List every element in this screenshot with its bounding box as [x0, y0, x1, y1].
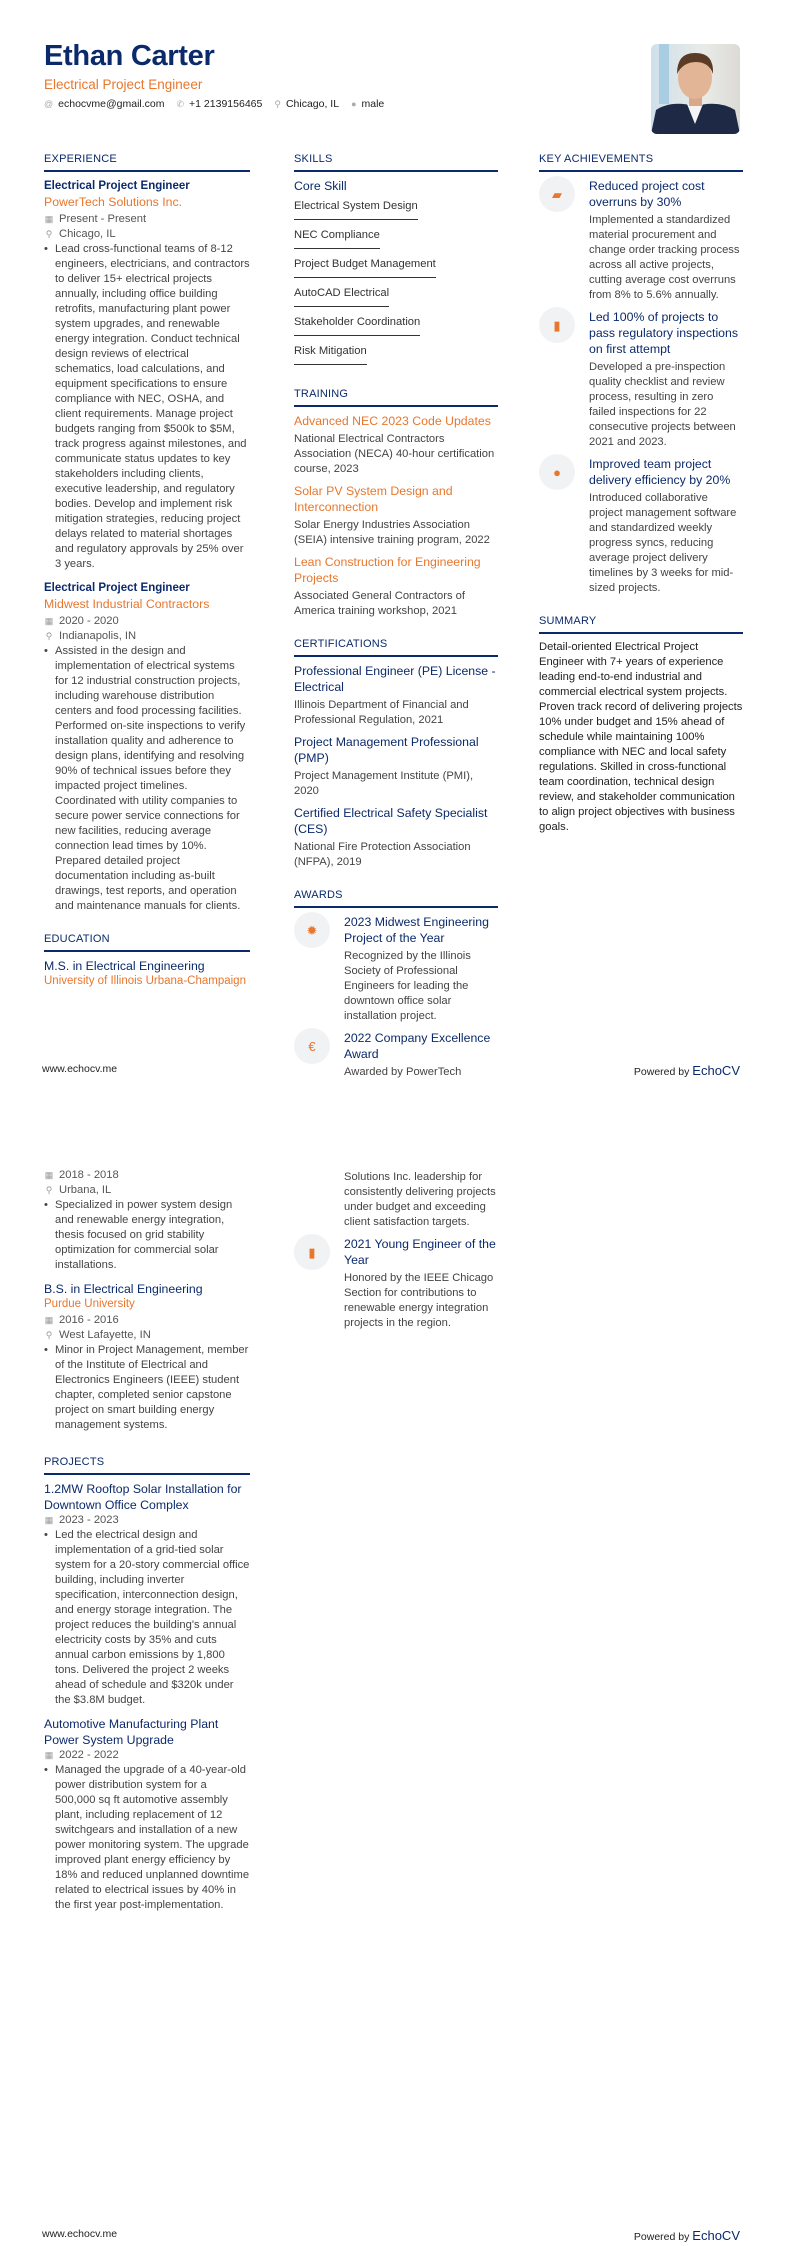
location-icon: ⚲: [274, 98, 281, 109]
bullet: Led the electrical design and implementation of a grid-tied solar system for a 20-story commercial office building, including inverter specification, interconnection design, and energy storage integration. The project reduces the building's annual electricity costs by 35% and cuts annual carbon emissions by 1,800 tons. Delivered the project 2 weeks ahead of schedule and $320k under the $3.8M budget.: [55, 1529, 250, 1706]
skill-group: Core Skill: [294, 179, 347, 193]
training-title: Advanced NEC 2023 Code Updates: [294, 414, 491, 428]
training-section: [294, 387, 498, 619]
achievement-item: [539, 178, 743, 303]
brand-logo: EchoCV: [692, 2228, 740, 2243]
experience-entry: Electrical Project Engineer PowerTech Solutions Inc. ▦ Present - Present ⚲ Chicago, IL • Lead cross-functional teams of 8-12 engineers, electricians, and contractors to deliver 15+ electrical projects annually, including office building retrofits, manufacturing plant power system upgrades, and renewable energy integration. Conduct technical design reviews of electrical schematics, load calculations, and equipment specifications to ensure compliance with NEC, OSHA, and client requirements. Manage project budgets ranging from $500k to $5M, track progress against milestones, and communicate status updates to key stakeholders including clients, executive leadership, and regulatory bodies. Develop and implement risk mitigation strategies, reducing project delays related to material shortages and regulatory approvals by 25% over 3 years.: [44, 180, 250, 570]
chat-icon: ▰: [539, 176, 575, 212]
cert-desc: Illinois Department of Financial and Professional Regulation, 2021: [294, 699, 469, 726]
middle-column: [294, 152, 498, 1098]
more-icon: ●: [539, 454, 575, 490]
email-icon: @: [44, 99, 54, 109]
brand-logo: EchoCV: [692, 1063, 740, 1078]
candidate-name: Ethan Carter: [44, 40, 215, 72]
skill-item: Risk Mitigation: [294, 340, 367, 365]
achievement-desc: Implemented a standardized material procurement and change order tracking process across all active projects, cutting average cost overruns from 8% to 5.6% annually.: [589, 214, 740, 301]
location: Chicago, IL: [285, 98, 340, 110]
section-heading: CERTIFICATIONS: [294, 637, 498, 657]
cert-title: Project Management Professional (PMP): [294, 735, 479, 765]
location: Indianapolis, IN: [59, 630, 137, 642]
award-title: 2023 Midwest Engineering Project of the Year: [344, 915, 489, 945]
degree: B.S. in Electrical Engineering: [44, 1282, 203, 1296]
job-title: Electrical Project Engineer: [44, 582, 190, 594]
training-desc: National Electrical Contractors Association (NECA) 40-hour certification course, 2023: [294, 433, 495, 475]
award-desc: Awarded by PowerTech: [344, 1066, 462, 1078]
profile-photo: [651, 44, 740, 134]
award-desc: Solutions Inc. leadership for consistently delivering projects under budget and exceeding client satisfaction targets.: [344, 1171, 496, 1228]
section-heading: SUMMARY: [539, 614, 743, 634]
section-heading: SKILLS: [294, 152, 498, 172]
resume-page-2: [0, 1123, 794, 2246]
bullet: Specialized in power system design and renewable energy integration, thesis focused on grid stability optimization for commercial solar installations.: [55, 1199, 233, 1271]
middle-column: [294, 1170, 498, 1337]
award-item: [294, 1030, 498, 1080]
section-heading: PROJECTS: [44, 1455, 250, 1475]
summary-text: Detail-oriented Electrical Project Engineer with 7+ years of experience leading end-to-end industrial and commercial electrical system projects. Proven track record of delivering projects 10% under budget and 15% ahead of schedule while maintaining 100% compliance with NEC and local safety regulations. Skilled in cross-functional team coordination, technical design review, and stakeholder communication to align project objectives with business goals.: [539, 641, 743, 833]
section-heading: TRAINING: [294, 387, 498, 407]
footer-powered: [634, 1063, 740, 1078]
dates: 2016 - 2016: [59, 1314, 119, 1326]
certifications-section: [294, 637, 498, 870]
skill-item: NEC Compliance: [294, 224, 380, 249]
calendar-icon: ▦: [44, 1315, 54, 1325]
building-icon: ▮: [294, 1234, 330, 1270]
award-title: 2022 Company Excellence Award: [344, 1031, 491, 1061]
awards-section: [294, 888, 498, 1080]
person-icon: ●: [351, 99, 357, 109]
skill-item: Project Budget Management: [294, 253, 436, 278]
location-icon: ⚲: [45, 1330, 53, 1340]
achievement-title: Improved team project delivery efficiency by 20%: [589, 457, 731, 487]
cert-desc: Project Management Institute (PMI), 2020: [294, 770, 474, 797]
calendar-icon: ▦: [44, 1750, 54, 1760]
contact-info: [44, 98, 384, 110]
achievement-item: [539, 456, 743, 596]
projects-section: [44, 1455, 250, 1913]
dates: 2023 - 2023: [59, 1514, 119, 1526]
bullet: Managed the upgrade of a 40-year-old power distribution system for a 500,000 sq ft automotive assembly plant, including replacement of 12 switchgears and installation of a new power monitoring system. The upgrade improved plant energy efficiency by 18% and reduced unplanned downtime related to electrical issues by 40% in the first year post-implementation.: [55, 1764, 250, 1911]
achievement-desc: Introduced collaborative project management software and standardized weekly progress syncs, reducing average project delivery timelines by 3 weeks for mid-sized projects.: [589, 492, 737, 594]
building-icon: ▮: [539, 307, 575, 343]
project-entry: 1.2MW Rooftop Solar Installation for Downtown Office Complex ▦ 2023 - 2023 • Led the electrical design and implementation of a grid-tied solar system for a 20-story commercial office building, including inverter specification, interconnection design, and energy storage integration. The project reduces the building's annual electricity costs by 35% and cuts annual carbon emissions by 1,800 tons. Delivered the project 2 weeks ahead of schedule and $320k under the $3.8M budget.: [44, 1482, 250, 1706]
experience-section: [44, 152, 250, 914]
school: Purdue University: [44, 1298, 135, 1310]
section-heading: AWARDS: [294, 888, 498, 908]
gender: male: [361, 98, 385, 110]
summary-section: [539, 614, 743, 835]
education-section-cont: ▦ 2018 - 2018 ⚲ Urbana, IL • Specialized in power system design and renewable energy integration, thesis focused on grid stability optimization for commercial solar installations. B.S. in Electrical Engineering Purdue University ▦ 2016 - 2016 ⚲ West Lafayette, IN • Minor in Project Management, member of the Institute of Electrical and Electronics Engineers (IEEE) student chapter, completed senior capstone project on smart building energy management systems.: [44, 1169, 249, 1431]
award-desc: Recognized by the Illinois Society of Professional Engineers for leading the downtown office solar installation project.: [344, 950, 471, 1022]
email[interactable]: echocvme@gmail.com: [58, 98, 165, 110]
skill-item: Electrical System Design: [294, 195, 418, 220]
company: Midwest Industrial Contractors: [44, 597, 210, 611]
project-title: Automotive Manufacturing Plant Power System Upgrade: [44, 1717, 219, 1747]
award-item: [294, 1236, 498, 1331]
section-heading: EDUCATION: [44, 932, 250, 952]
powered-label: Powered by: [633, 1066, 690, 1078]
dates: 2018 - 2018: [59, 1169, 119, 1181]
achievement-desc: Developed a pre-inspection quality checklist and review process, resulting in zero failed inspections for 22 consecutive projects between 2021 and 2023.: [589, 361, 736, 448]
bullet: Lead cross-functional teams of 8-12 engineers, electricians, and contractors to deliver 15+ electrical projects annually, including office building retrofits, manufacturing plant power system upgrades, and renewable energy integration. Conduct technical design reviews of electrical schematics, load calculations, and equipment specifications to ensure compliance with NEC, OSHA, and client requirements. Manage project budgets ranging from $500k to $5M, track progress against milestones, and communicate status updates to key stakeholders including clients, executive leadership, and regulatory bodies. Develop and implement risk mitigation strategies, reducing project delays related to material shortages and regulatory approvals by 25% over 3 years.: [55, 243, 250, 570]
award-item: [294, 914, 498, 1024]
right-column: [539, 152, 743, 853]
phone-icon: ✆: [176, 98, 185, 109]
calendar-icon: ▦: [44, 214, 54, 224]
left-column: [44, 1168, 250, 1931]
project-entry: Automotive Manufacturing Plant Power System Upgrade ▦ 2022 - 2022 • Managed the upgrade of a 40-year-old power distribution system for a 500,000 sq ft automotive assembly plant, including replacement of 12 switchgears and installation of a new power monitoring system. The upgrade improved plant energy efficiency by 18% and reduced unplanned downtime related to electrical issues by 40% in the first year post-implementation.: [44, 1717, 250, 1911]
achievement-title: Reduced project cost overruns by 30%: [589, 179, 705, 209]
phone[interactable]: +1 2139156465: [189, 98, 263, 110]
footer-powered: [634, 2228, 740, 2243]
experience-entry: Electrical Project Engineer Midwest Industrial Contractors ▦ 2020 - 2020 ⚲ Indianapolis, IN • Assisted in the design and implementation of electrical systems for 12 industrial construction projects, including warehouse distribution centers and food processing facilities. Performed on-site inspections to verify installation quality and adherence to design plans, identifying and resolving 90% of technical issues before they impacted project timelines. Coordinated with utility companies to secure power service connections for new facilities, reducing average connection lead times by 10%. Prepared detailed project documentation including as-built drawings, test reports, and operation and maintenance manuals for clients.: [44, 580, 250, 914]
calendar-icon: ▦: [44, 1170, 54, 1180]
company: PowerTech Solutions Inc.: [44, 195, 183, 209]
education-entry: B.S. in Electrical Engineering Purdue University ▦ 2016 - 2016 ⚲ West Lafayette, IN • Minor in Project Management, member of the Institute of Electrical and Electronics Engineers (IEEE) student chapter, completed senior capstone project on smart building energy management systems.: [44, 1282, 249, 1431]
gear-icon: ✹: [294, 912, 330, 948]
left-column: [44, 152, 250, 1006]
dates: Present - Present: [59, 213, 147, 225]
education-section: [44, 932, 250, 988]
bullet: Assisted in the design and implementation of electrical systems for 12 industrial construction projects, including warehouse distribution centers and food processing facilities. Performed on-site inspections to verify installation quality and adherence to design plans, identifying and resolving 90% of technical issues before they impacted project timelines. Coordinated with utility companies to secure power service connections for new facilities, reducing average connection lead times by 10%. Prepared detailed project documentation including as-built drawings, test reports, and operation and maintenance manuals for clients.: [55, 645, 246, 912]
location-icon: ⚲: [45, 229, 53, 239]
training-title: Lean Construction for Engineering Projects: [294, 555, 481, 585]
project-title: 1.2MW Rooftop Solar Installation for Downtown Office Complex: [44, 1482, 242, 1512]
training-title: Solar PV System Design and Interconnection: [294, 484, 453, 514]
training-desc: Associated General Contractors of America training workshop, 2021: [294, 590, 466, 617]
dates: 2020 - 2020: [59, 615, 119, 627]
footer-website[interactable]: www.echocv.me: [42, 2228, 118, 2240]
achievements-section: [539, 152, 743, 596]
training-desc: Solar Energy Industries Association (SEIA) intensive training program, 2022: [294, 519, 490, 546]
school: University of Illinois Urbana-Champaign: [44, 975, 246, 987]
award-desc: Honored by the IEEE Chicago Section for contributions to renewable energy integration projects in the region.: [344, 1272, 494, 1329]
skill-item: Stakeholder Coordination: [294, 311, 420, 336]
job-title: Electrical Project Engineer: [44, 180, 190, 192]
section-heading: EXPERIENCE: [44, 152, 250, 172]
achievement-item: [539, 309, 743, 450]
cert-desc: National Fire Protection Association (NFPA), 2019: [294, 841, 471, 868]
location: West Lafayette, IN: [59, 1329, 151, 1341]
award-item-cont: [294, 1170, 498, 1230]
euro-icon: €: [294, 1028, 330, 1064]
calendar-icon: ▦: [44, 1515, 54, 1525]
location: Chicago, IL: [59, 228, 116, 240]
achievement-title: Led 100% of projects to pass regulatory inspections on first attempt: [589, 310, 739, 356]
powered-label: Powered by: [633, 2231, 690, 2243]
dates: 2022 - 2022: [59, 1749, 119, 1761]
skills-section: [294, 152, 498, 369]
location-icon: ⚲: [45, 1185, 53, 1195]
award-title: 2021 Young Engineer of the Year: [344, 1237, 496, 1267]
location: Urbana, IL: [59, 1184, 112, 1196]
section-heading: KEY ACHIEVEMENTS: [539, 152, 743, 172]
skill-item: AutoCAD Electrical: [294, 282, 389, 307]
cert-title: Certified Electrical Safety Specialist (CES): [294, 806, 488, 836]
cert-title: Professional Engineer (PE) License - Electrical: [294, 664, 496, 694]
location-icon: ⚲: [45, 631, 53, 641]
candidate-title: Electrical Project Engineer: [44, 77, 203, 92]
bullet: Minor in Project Management, member of the Institute of Electrical and Electronics Engineers (IEEE) student chapter, completed senior capstone project on smart building energy management systems.: [55, 1344, 249, 1431]
calendar-icon: ▦: [44, 616, 54, 626]
footer-website[interactable]: www.echocv.me: [42, 1063, 118, 1075]
degree: M.S. in Electrical Engineering: [44, 959, 205, 973]
